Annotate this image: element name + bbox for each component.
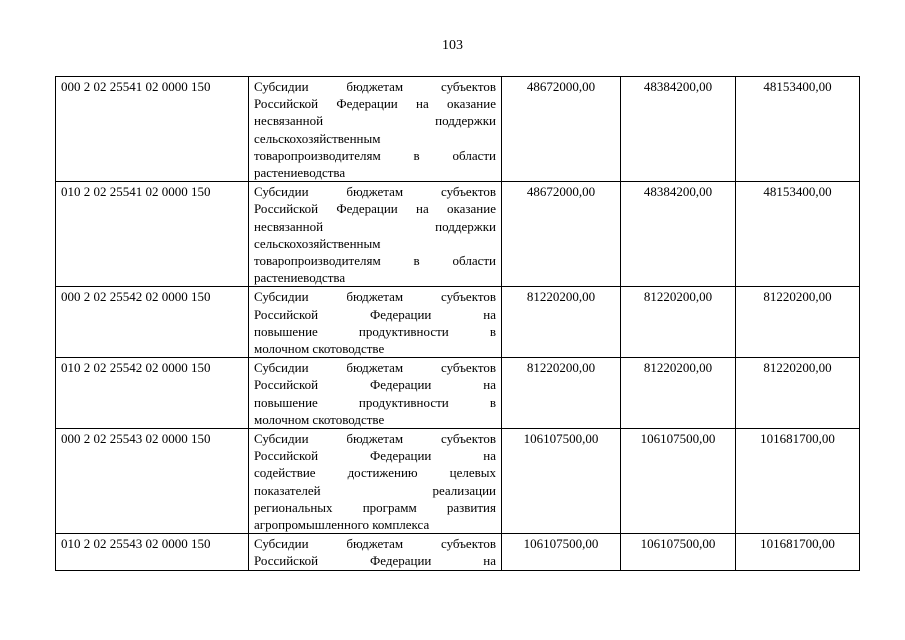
amount-cell: 48672000,00 <box>502 77 621 182</box>
description-line: сельскохозяйственным <box>254 235 381 251</box>
amount-cell: 106107500,00 <box>502 429 621 534</box>
amount-cell: 48384200,00 <box>621 182 736 287</box>
amount-cell: 48384200,00 <box>621 77 736 182</box>
amount-cell: 106107500,00 <box>621 429 736 534</box>
table-row <box>56 358 860 429</box>
description-line: Субсидии бюджетам субъектов <box>254 79 496 94</box>
description-line: растениеводства <box>254 165 346 181</box>
table-row <box>56 182 860 287</box>
amount-cell: 81220200,00 <box>621 358 736 429</box>
table-row <box>56 287 860 358</box>
description-line: показателей реализации <box>254 482 496 498</box>
description-line: Субсидии бюджетам субъектов <box>254 289 496 305</box>
description-line: несвязанной поддержки <box>254 113 496 129</box>
description-line: молочном скотоводстве <box>254 341 385 357</box>
description-cell <box>249 287 502 358</box>
amount-cell: 106107500,00 <box>621 534 736 570</box>
description-line: товаропроизводителям в области <box>254 147 496 163</box>
description-line: Российской Федерации на <box>254 306 496 322</box>
budget-code-cell: 010 2 02 25542 02 0000 150 <box>56 358 249 429</box>
budget-code-cell: 010 2 02 25543 02 0000 150 <box>56 534 249 570</box>
amount-cell: 48153400,00 <box>736 77 860 182</box>
description-line: повышение продуктивности в <box>254 394 496 410</box>
budget-code-cell: 000 2 02 25543 02 0000 150 <box>56 429 249 534</box>
table-row <box>56 534 860 570</box>
description-line: Российской Федерации на <box>254 553 496 569</box>
amount-cell: 81220200,00 <box>502 358 621 429</box>
description-line: растениеводства <box>254 270 346 286</box>
budget-table-body <box>56 77 860 571</box>
description-line: несвязанной поддержки <box>254 218 496 234</box>
page-number: 103 <box>442 38 463 53</box>
description-line: агропромышленного комплекса <box>254 517 430 533</box>
budget-code-cell: 000 2 02 25542 02 0000 150 <box>56 287 249 358</box>
description-cell <box>249 77 502 182</box>
amount-cell: 106107500,00 <box>502 534 621 570</box>
description-cell <box>249 182 502 287</box>
description-cell <box>249 429 502 534</box>
amount-cell: 81220200,00 <box>621 287 736 358</box>
description-line: Российской Федерации на оказание <box>254 96 496 112</box>
description-line: Субсидии бюджетам субъектов <box>254 360 496 376</box>
amount-cell: 81220200,00 <box>502 287 621 358</box>
budget-code-cell: 010 2 02 25541 02 0000 150 <box>56 182 249 287</box>
description-line: Российской Федерации на оказание <box>254 201 496 217</box>
description-line: Субсидии бюджетам субъектов <box>254 536 496 552</box>
amount-cell: 81220200,00 <box>736 358 860 429</box>
amount-cell: 81220200,00 <box>736 287 860 358</box>
description-line: Субсидии бюджетам субъектов <box>254 431 496 447</box>
description-line: товаропроизводителям в области <box>254 253 496 269</box>
budget-table <box>55 76 860 571</box>
description-line: молочном скотоводстве <box>254 411 385 427</box>
description-line: сельскохозяйственным <box>254 130 381 146</box>
description-line: повышение продуктивности в <box>254 323 496 339</box>
amount-cell: 48153400,00 <box>736 182 860 287</box>
description-line: Российской Федерации на <box>254 448 496 464</box>
budget-code-cell: 000 2 02 25541 02 0000 150 <box>56 77 249 182</box>
table-row <box>56 77 860 182</box>
description-cell <box>249 534 502 570</box>
amount-cell: 101681700,00 <box>736 534 860 570</box>
amount-cell: 48672000,00 <box>502 182 621 287</box>
amount-cell: 101681700,00 <box>736 429 860 534</box>
description-line: Субсидии бюджетам субъектов <box>254 184 496 200</box>
description-line: региональных программ развития <box>254 499 496 515</box>
description-cell <box>249 358 502 429</box>
table-row <box>56 429 860 534</box>
description-line: Российской Федерации на <box>254 377 496 393</box>
description-line: содействие достижению целевых <box>254 465 496 481</box>
